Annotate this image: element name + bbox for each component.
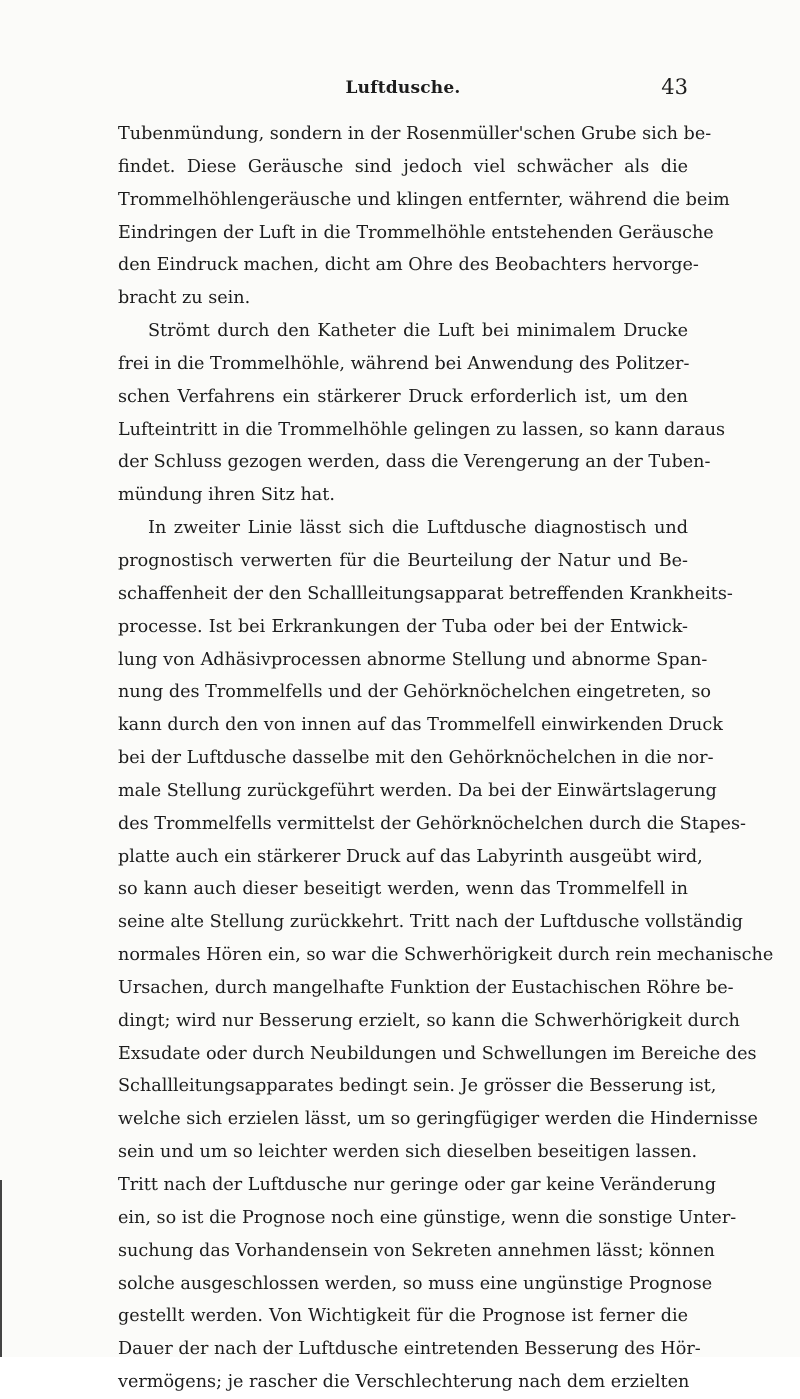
text-line: gestellt werden. Von Wichtigkeit für die Prognose ist ferner die bbox=[118, 1306, 688, 1327]
text-line: des Trommelfells vermittelst der Gehörknöchelchen durch die Stapes- bbox=[118, 813, 746, 834]
paragraph-3 bbox=[118, 512, 774, 1399]
text-line: Strömt durch den Katheter die Luft bei minimalem Drucke bbox=[148, 321, 688, 342]
text-line: Dauer der nach der Luftdusche eintretenden Besserung des Hör- bbox=[118, 1339, 701, 1360]
text-line: kann durch den von innen auf das Trommelfell einwirkenden Druck bbox=[118, 715, 723, 736]
body-text bbox=[118, 118, 774, 1399]
text-line: so kann auch dieser beseitigt werden, wenn das Trommelfell in bbox=[118, 879, 688, 900]
text-line: solche ausgeschlossen werden, so muss eine ungünstige Prognose bbox=[118, 1273, 713, 1294]
text-line: normales Hören ein, so war die Schwerhörigkeit durch rein mechanische bbox=[118, 945, 774, 966]
binding-edge bbox=[0, 1180, 2, 1357]
page-number: 43 bbox=[661, 75, 688, 99]
running-head bbox=[118, 75, 688, 108]
text-line: Lufteintritt in die Trommelhöhle gelingen zu lassen, so kann daraus bbox=[118, 419, 726, 440]
text-line: ein, so ist die Prognose noch eine günstige, wenn die sonstige Unter- bbox=[118, 1207, 737, 1228]
text-line: bracht zu sein. bbox=[118, 288, 251, 309]
text-line: frei in die Trommelhöhle, während bei Anwendung des Politzer- bbox=[118, 353, 690, 374]
text-line: nung des Trommelfells und der Gehörknöchelchen eingetreten, so bbox=[118, 682, 711, 703]
text-line: platte auch ein stärkerer Druck auf das Labyrinth ausgeübt wird, bbox=[118, 846, 703, 867]
text-line: welche sich erzielen lässt, um so geringfügiger werden die Hindernisse bbox=[118, 1109, 758, 1130]
text-line: Tubenmündung, sondern in der Rosenmüller'schen Grube sich be- bbox=[118, 124, 712, 144]
text-line: sein und um so leichter werden sich dieselben beseitigen lassen. bbox=[118, 1142, 698, 1163]
text-line: vermögens; je rascher die Verschlechterung nach dem erzielten bbox=[118, 1372, 690, 1393]
text-line: Trommelhöhlengeräusche und klingen entfernter, während die beim bbox=[118, 189, 730, 210]
text-line: findet. Diese Geräusche sind jedoch viel schwächer als die bbox=[118, 156, 688, 177]
text-line: der Schluss gezogen werden, dass die Verengerung an der Tuben- bbox=[118, 452, 711, 473]
text-line: mündung ihren Sitz hat. bbox=[118, 485, 335, 506]
text-line: dingt; wird nur Besserung erzielt, so kann die Schwerhörigkeit durch bbox=[118, 1010, 740, 1031]
text-line: prognostisch verwerten für die Beurteilung der Natur und Be- bbox=[118, 550, 688, 571]
text-line: den Eindruck machen, dicht am Ohre des Beobachters hervorge- bbox=[118, 255, 699, 276]
running-title: Luftdusche. bbox=[345, 78, 461, 98]
text-line: Exsudate oder durch Neubildungen und Schwellungen im Bereiche des bbox=[118, 1043, 757, 1064]
text-line: Ursachen, durch mangelhafte Funktion der Eustachischen Röhre be- bbox=[118, 977, 734, 998]
text-line: bei der Luftdusche dasselbe mit den Gehörknöchelchen in die nor- bbox=[118, 748, 714, 769]
text-line: schaffenheit der den Schallleitungsapparat betreffenden Krankheits- bbox=[118, 583, 733, 604]
paragraph-1 bbox=[118, 118, 730, 315]
text-line: Eindringen der Luft in die Trommelhöhle entstehenden Geräusche bbox=[118, 222, 714, 243]
text-line: schen Verfahrens ein stärkerer Druck erforderlich ist, um den bbox=[118, 386, 688, 407]
text-line: In zweiter Linie lässt sich die Luftdusche diagnostisch und bbox=[148, 518, 688, 539]
text-line: male Stellung zurückgeführt werden. Da bei der Einwärtslagerung bbox=[118, 780, 717, 801]
text-line: lung von Adhäsivprocessen abnorme Stellung und abnorme Span- bbox=[118, 649, 708, 670]
paragraph-2 bbox=[118, 315, 726, 512]
text-line: Schallleitungsapparates bedingt sein. Je grösser die Besserung ist, bbox=[118, 1076, 717, 1097]
text-line: seine alte Stellung zurückkehrt. Tritt nach der Luftdusche vollständig bbox=[118, 912, 743, 933]
text-line: Tritt nach der Luftdusche nur geringe oder gar keine Veränderung bbox=[118, 1175, 716, 1195]
text-line: suchung das Vorhandensein von Sekreten annehmen lässt; können bbox=[118, 1240, 715, 1261]
text-line: processe. Ist bei Erkrankungen der Tuba oder bei der Entwick- bbox=[118, 616, 688, 637]
